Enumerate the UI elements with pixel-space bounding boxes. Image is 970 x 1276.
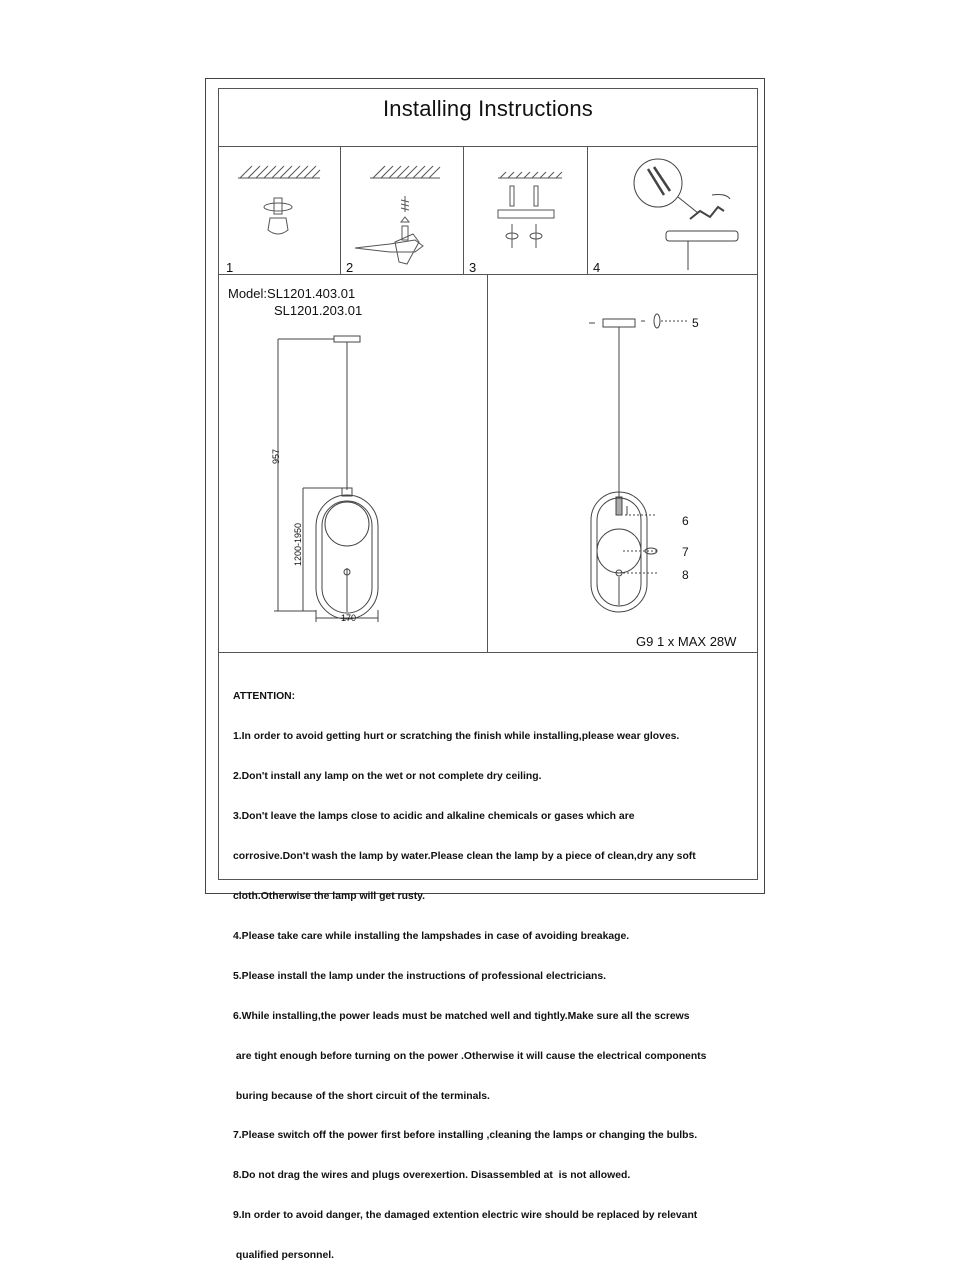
part-label-6: 6 — [682, 514, 689, 528]
attention-line: cloth.Otherwise the lamp will get rusty. — [233, 891, 426, 903]
attention-line: 7.Please switch off the power first before installing ,cleaning the lamps or changing the bulbs. — [233, 1130, 698, 1142]
attention-line: 1.In order to avoid getting hurt or scratching the finish while installing,please wear gloves. — [233, 731, 680, 743]
pendant-dimension-drawing — [230, 320, 480, 640]
divider-models — [218, 652, 758, 653]
step1-ceiling-hook-icon — [230, 160, 330, 250]
part-label-5: 5 — [692, 316, 699, 330]
divider-drawings — [487, 274, 488, 652]
attention-line: qualified personnel. — [233, 1250, 335, 1262]
dimension-label-height-total: 957 — [271, 448, 281, 464]
divider-step-1-2 — [340, 146, 341, 274]
part-label-7: 7 — [682, 545, 689, 559]
attention-line: 5.Please install the lamp under the instructions of professional electricians. — [233, 970, 607, 982]
step3-bracket-mounting-icon — [490, 170, 570, 260]
step-number-3: 3 — [469, 260, 477, 275]
attention-section — [233, 663, 753, 1276]
step4-wire-connection-icon — [630, 155, 745, 270]
step-number-4: 4 — [593, 260, 601, 275]
attention-line: 3.Don't leave the lamps close to acidic and alkaline chemicals or gases which are — [233, 811, 635, 823]
dimension-label-height-range: 1200-1950 — [293, 522, 303, 566]
part-label-8: 8 — [682, 568, 689, 582]
step-number-1: 1 — [226, 260, 234, 275]
attention-line: 2.Don't install any lamp on the wet or not complete dry ceiling. — [233, 771, 542, 783]
page-title: Installing Instructions — [382, 96, 594, 121]
step2-hammer-screw-icon — [345, 160, 460, 270]
attention-line: 6.While installing,the power leads must be matched well and tightly.Make sure all the screws — [233, 1010, 690, 1022]
attention-line: are tight enough before turning on the power .Otherwise it will cause the electrical components — [233, 1050, 707, 1062]
pendant-parts-drawing — [585, 305, 695, 625]
model-number-secondary: SL1201.203.01 — [274, 303, 363, 318]
attention-line: corrosive.Don't wash the lamp by water.Please clean the lamp by a piece of clean,dry any soft — [233, 851, 696, 863]
bulb-spec: G9 1 x MAX 28W — [636, 634, 737, 649]
step-number-2: 2 — [346, 260, 354, 275]
attention-line: 9.In order to avoid danger, the damaged extention electric wire should be replaced by relevant — [233, 1210, 698, 1222]
model-number-primary: Model:SL1201.403.01 — [228, 286, 356, 301]
attention-heading: ATTENTION: — [233, 690, 296, 702]
divider-step-3-4 — [587, 146, 588, 274]
dimension-label-width: 170 — [341, 613, 357, 623]
attention-line: buring because of the short circuit of the terminals. — [233, 1090, 490, 1102]
attention-line: 4.Please take care while installing the lampshades in case of avoiding breakage. — [233, 930, 630, 942]
divider-step-2-3 — [463, 146, 464, 274]
divider-steps — [218, 274, 758, 275]
divider-title — [218, 146, 758, 147]
attention-line: 8.Do not drag the wires and plugs overexertion. Disassembled at is not allowed. — [233, 1170, 631, 1182]
